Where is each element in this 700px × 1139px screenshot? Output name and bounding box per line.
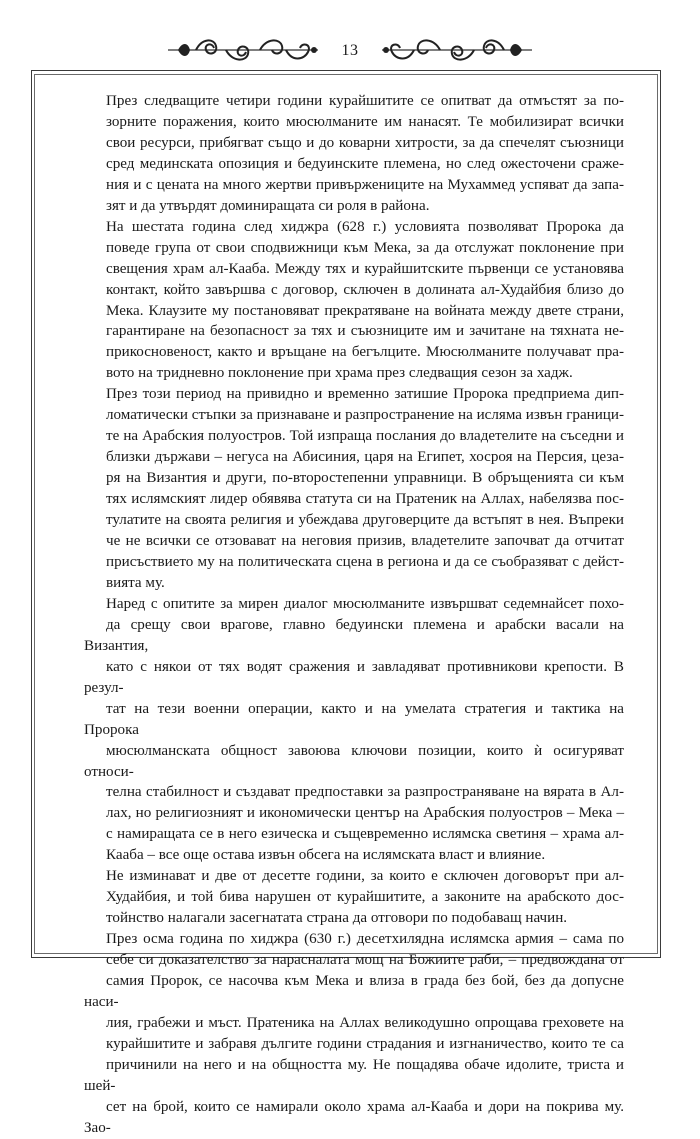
text-line: На шестата година след хиджра (628 г.) условията позволяват Пророка да (106, 218, 624, 235)
text-line: да срещу свои врагове, главно бедуински племена и арабски васали на Византия, (84, 616, 624, 654)
text-line: свои ресурси, прибягват също и до коварни хитрости, за да спечелят съюзници (106, 134, 624, 151)
text-line: Не изминават и две от десетте години, за които е сключен договорът при ал- (106, 868, 624, 885)
paragraph (84, 217, 624, 385)
ornament-left-icon (168, 32, 318, 68)
paragraph (84, 929, 624, 1139)
text-line: мюсюлманската общност завоюва ключови позиции, които ѝ осигуряват относи- (84, 742, 624, 780)
text-line: Кааба – все още остава извън обсега на ислямската власт и влияние. (106, 847, 546, 864)
text-line: с намиращата се в него езическа и същевременно ислямска светиня – храма ал- (106, 826, 624, 843)
text-line: ния и с цената на много жертви привържениците на Мухаммед успяват да запа- (106, 176, 624, 193)
text-line: присъствието му на политическата сцена в региона и да се съобразяват с дейст- (106, 553, 624, 570)
text-line: зят и да утвърдят доминиращата си роля в района. (106, 197, 430, 214)
text-line: прикосновеност, както и връщане на бегълците. Мюсюлманите получават пра- (106, 344, 624, 361)
text-line: че не всички се отзовават на неговия призив, владетелите започват да отчитат (106, 533, 624, 550)
text-line: тулатите на своята религия и убеждава друговерците да встъпят в нея. Въпреки (106, 512, 624, 529)
text-line: ломатически стъпки за признаване и разпространение на исляма извън граници- (106, 407, 624, 424)
body-text (84, 91, 624, 1139)
paragraph (84, 91, 624, 217)
text-line: те на Арабския полуостров. Той изпраща послания до владетелите на съседни и (106, 428, 624, 445)
text-line: Худайбия, и той бива нарушен от курайшитите, а законите на арабското дос- (106, 889, 624, 906)
text-line: През следващите четири години курайшитите се опитват да отмъстят за по- (106, 93, 624, 109)
text-line: Наред с опитите за мирен диалог мюсюлманите извършват седемнайсет похо- (106, 595, 624, 612)
text-line: свещения храм ал-Кааба. Между тях и курайшитските първенци се установява (106, 260, 624, 277)
text-line: като с някои от тях водят сражения и завладяват противникови крепости. В резул- (84, 658, 624, 696)
text-line: близки държави – негуса на Абисиния, царя на Египет, хосроя на Персия, цеза- (106, 449, 624, 466)
text-line: вото на тридневно поклонение при храма през следващия сезон за хадж. (106, 365, 573, 382)
text-line: сет на брой, които се намирали около храма ал-Кааба и дори на покрива му. Зао- (84, 1098, 624, 1136)
text-line: вията му. (106, 574, 165, 591)
paragraph (84, 866, 624, 929)
text-line: себе си доказателство за нарасналата мощ на Божиите раби, – предвождана от (106, 952, 624, 969)
text-line: контакт, който завършва с договор, сключен в долината ал-Худайбия близо до (106, 281, 624, 298)
text-line: сред мединската опозиция и бедуинските племена, но след ожесточени сраже- (106, 155, 624, 172)
page-number: 13 (341, 42, 359, 59)
page-header (0, 20, 700, 70)
text-line: тойнство налагали засегнатата страна да отговори по подобаващ начин. (106, 910, 568, 927)
text-line: курайшитите и забравя дългите години страдания и изгнаничество, които те са (106, 1035, 624, 1052)
text-line: лах, но религиозният и икономически център на Арабския полуостров – Мека – (106, 805, 624, 822)
paragraph (84, 594, 624, 866)
paragraph (84, 384, 624, 594)
text-line: телна стабилност и създават предпоставки за разпространяване на вярата в Ал- (106, 784, 624, 801)
text-line: гарантиране на безопасност за тях и съюзниците им и зачитане на тяхната не- (106, 323, 624, 340)
ornament-right-icon (382, 32, 532, 68)
text-line: През този период на привидно и временно затишие Пророка предприема дип- (106, 386, 624, 403)
text-line: Мека. Клаузите му постановяват прекратяване на войната между двете страни, (106, 302, 624, 319)
text-line: поведе група от свои сподвижници към Мека, за да отслужат поклонение при (106, 239, 624, 256)
text-line: лия, грабежи и мъст. Пратеника на Аллах великодушно опрощава греховете на (106, 1014, 624, 1031)
text-line: тях ислямският лидер обявява статута си на Пратеник на Аллах, набелязва пос- (106, 491, 624, 508)
text-line: тат на тези военни операции, както и на умелата стратегия и тактика на Пророка (84, 700, 624, 738)
text-line: ря на Византия и други, по-второстепенни управници. В обръщенията си към (106, 470, 624, 487)
text-line: причинили на него и на общността му. Не пощадява обаче идолите, триста и шей- (84, 1056, 624, 1094)
text-line: зорните поражения, които мюсюлманите им нанасят. Те мобилизират всички (106, 113, 624, 130)
text-line: самия Пророк, се насочва към Мека и влиза в града без бой, без да допусне наси- (84, 973, 624, 1010)
text-line: През осма година по хиджра (630 г.) десетхилядна ислямска армия – сама по (106, 931, 624, 948)
